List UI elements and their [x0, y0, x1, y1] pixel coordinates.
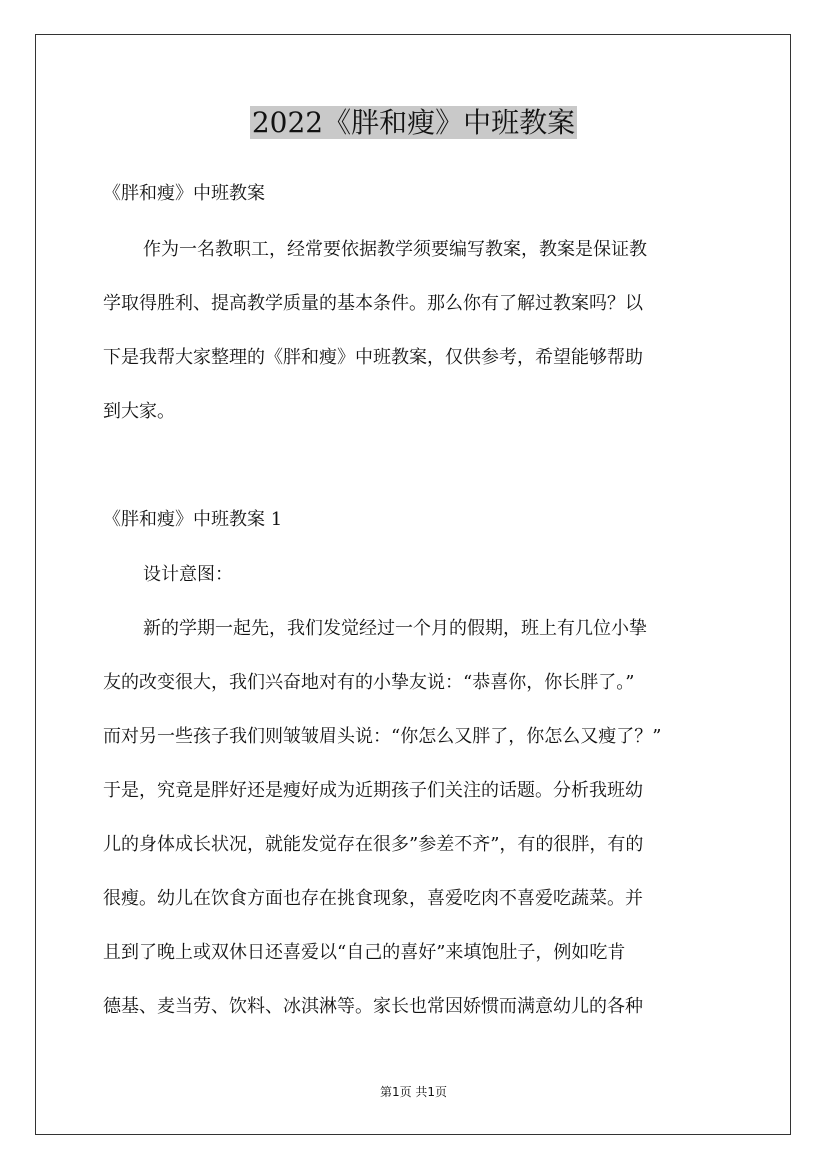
- paragraph-line: 而对另一些孩子我们则皱皱眉头说：“你怎么又胖了，你怎么又瘦了？”: [103, 726, 662, 747]
- paragraph-line: 新的学期一起先，我们发觉经过一个月的假期，班上有几位小挚: [143, 618, 647, 639]
- section-label: 设计意图：: [143, 564, 233, 585]
- paragraph-line: 德基、麦当劳、饮料、冰淇淋等。家长也常因娇惯而满意幼儿的各种: [103, 996, 643, 1017]
- page-footer: 第1页 共1页: [379, 1085, 448, 1099]
- section-heading: 《胖和瘦》中班教案: [103, 183, 265, 204]
- paragraph-line: 下是我帮大家整理的《胖和瘦》中班教案，仅供参考，希望能够帮助: [103, 347, 643, 368]
- paragraph-line: 作为一名教职工，经常要依据教学须要编写教案，教案是保证教: [143, 239, 647, 260]
- paragraph-line: 学取得胜利、提高教学质量的基本条件。那么你有了解过教案吗？以: [103, 293, 643, 314]
- paragraph-line: 友的改变很大，我们兴奋地对有的小挚友说：“恭喜你，你长胖了。”: [103, 672, 635, 693]
- paragraph-line: 到大家。: [103, 401, 175, 422]
- document-title: [0, 103, 827, 143]
- paragraph-line: 于是，究竟是胖好还是瘦好成为近期孩子们关注的话题。分析我班幼: [103, 780, 643, 801]
- section-heading: 《胖和瘦》中班教案 1: [103, 509, 283, 530]
- paragraph-line: 儿的身体成长状况，就能发觉存在很多”参差不齐”，有的很胖，有的: [103, 834, 644, 855]
- document-title-text: 2022《胖和瘦》中班教案: [251, 106, 576, 139]
- paragraph-line: 且到了晚上或双休日还喜爱以“自己的喜好”来填饱肚子，例如吃肯: [103, 942, 626, 963]
- paragraph-line: 很瘦。幼儿在饮食方面也存在挑食现象，喜爱吃肉不喜爱吃蔬菜。并: [103, 888, 643, 909]
